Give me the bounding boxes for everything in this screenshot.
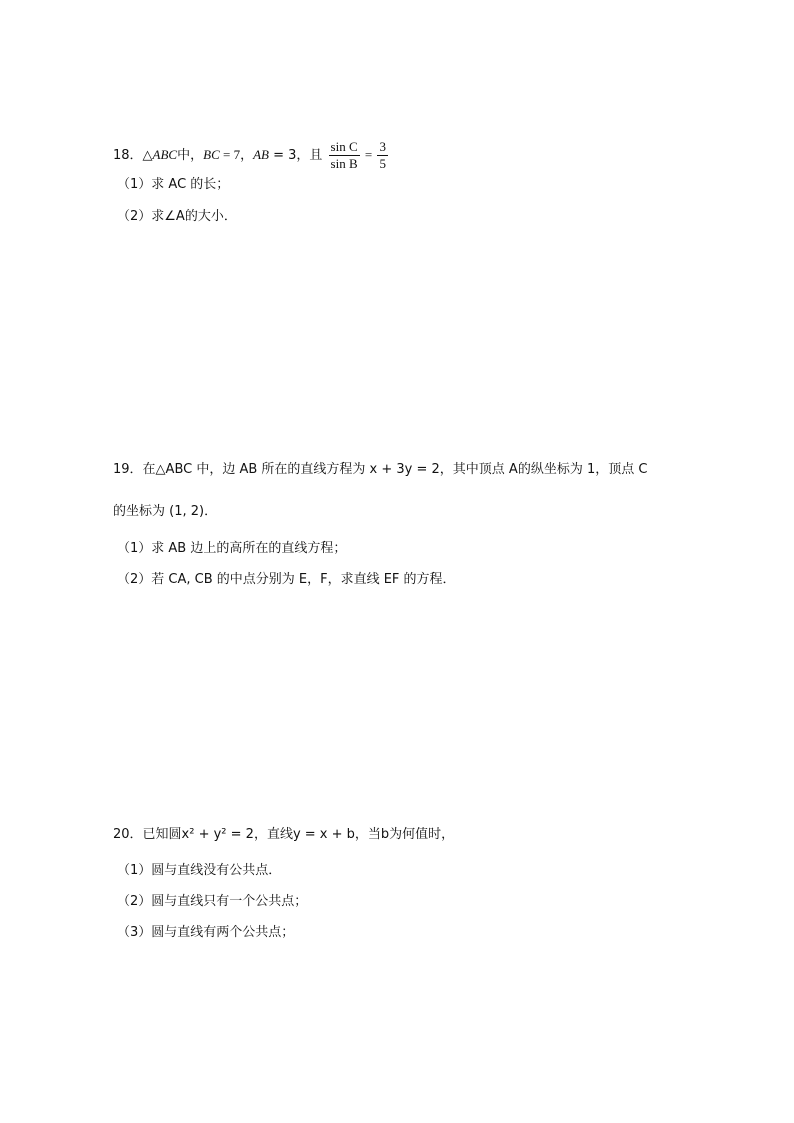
q18-eq2: = 3，且	[268, 148, 327, 163]
q20-stem	[113, 826, 454, 844]
q18-part1: （1）求 AC 的长；	[117, 177, 230, 192]
q18-frac-denominator: sin B	[330, 156, 358, 171]
q20-part1: （1）圆与直线没有公共点．	[117, 863, 282, 878]
q20-number: 20．	[113, 827, 143, 842]
q18-eq1: = 7，	[219, 147, 254, 162]
q18-frac-numerator: sin C	[330, 139, 358, 154]
q18-ratio-denominator: 5	[379, 156, 386, 171]
q18-ab: AB	[253, 147, 269, 162]
q19-text-line1: 在△ABC 中，边 AB 所在的直线方程为 x + 3y = 2，其中顶点 A的纵坐标为 1，顶点 C	[142, 462, 648, 477]
q18-fraction-sin	[329, 139, 360, 172]
q20-text-line1: 已知圆x² + y² = 2，直线y = x + b，当b为何值时，	[142, 827, 455, 842]
q18-stem	[113, 139, 390, 172]
q18-part2: （2）求∠A的大小．	[117, 209, 237, 224]
q19-number: 19．	[113, 462, 143, 477]
q19-stem-line1	[113, 461, 647, 479]
q19-part2: （2）若 CA, CB 的中点分别为 E，F，求直线 EF 的方程．	[117, 572, 456, 587]
q20-part2: （2）圆与直线只有一个公共点；	[117, 894, 308, 909]
q20-part3: （3）圆与直线有两个公共点；	[117, 925, 295, 940]
q18-eq3: =	[361, 147, 376, 162]
q18-triangle-symbol: △	[142, 148, 153, 163]
q18-triangle-name: ABC	[152, 147, 178, 162]
q18-fraction-ratio	[377, 139, 388, 172]
q18-bc: BC	[203, 147, 220, 162]
q18-number: 18．	[113, 148, 143, 163]
q18-ratio-numerator: 3	[379, 139, 386, 154]
q18-text: 中，	[177, 148, 204, 163]
q19-stem-line2: 的坐标为 (1, 2)．	[113, 504, 218, 519]
q19-part1: （1）求 AB 边上的高所在的直线方程；	[117, 541, 347, 556]
